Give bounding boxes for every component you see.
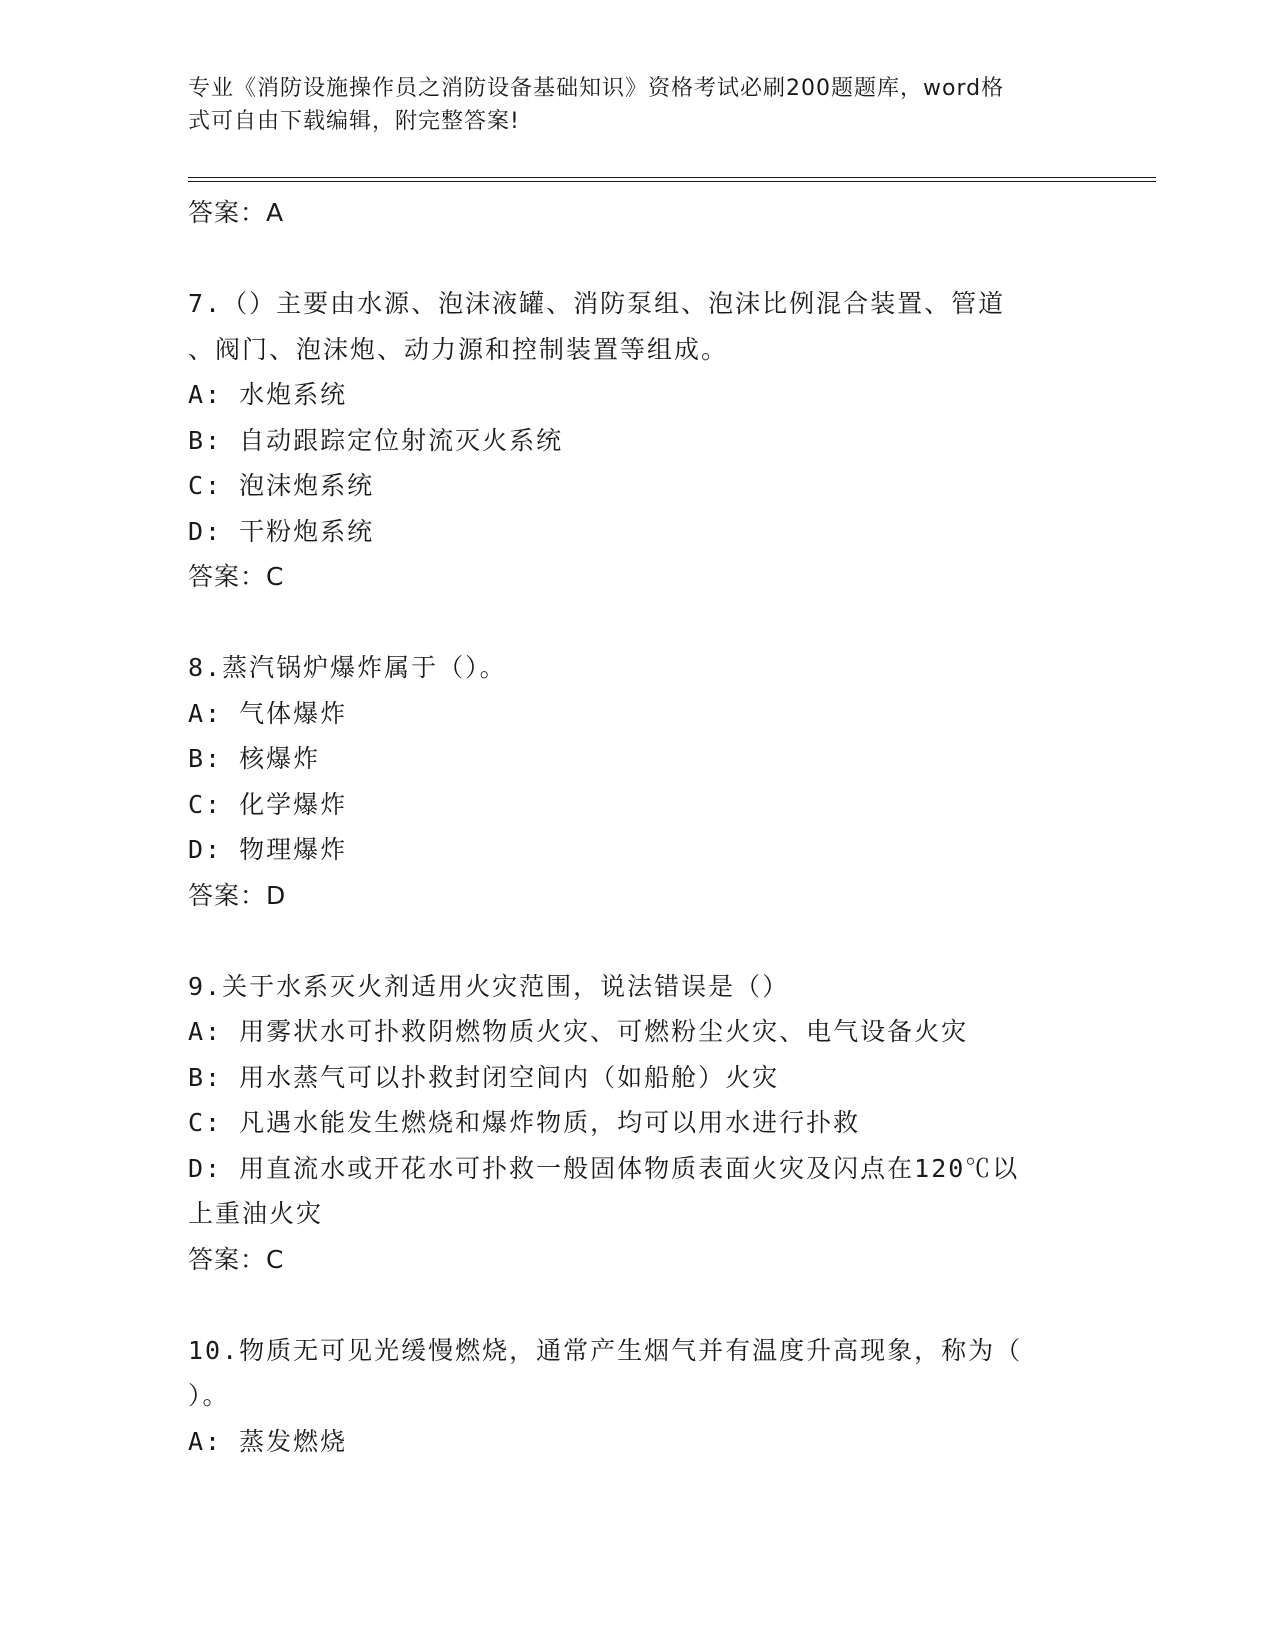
answer-line: 答案：D	[188, 880, 287, 910]
question-8	[188, 645, 1068, 918]
header-divider-bottom	[188, 181, 1156, 182]
spacer	[188, 1282, 1068, 1328]
question-stem: 、阀门、泡沫炮、动力源和控制装置等组成。	[188, 334, 729, 364]
question-7	[188, 281, 1068, 600]
option-d: D: 干粉炮系统	[188, 516, 375, 546]
spacer	[188, 600, 1068, 646]
document-header	[188, 72, 1068, 138]
option-a: A: 气体爆炸	[188, 698, 348, 728]
option-a: A: 蒸发燃烧	[188, 1426, 348, 1456]
answer-line: 答案：A	[188, 198, 285, 227]
header-line-1: 专业《消防设施操作员之消防设备基础知识》资格考试必刷200题题库，word格	[188, 76, 1005, 101]
option-c: C: 凡遇水能发生燃烧和爆炸物质，均可以用水进行扑救	[188, 1108, 861, 1137]
question-9	[188, 964, 1068, 1283]
option-b: B: 核爆炸	[188, 744, 321, 773]
question-content	[188, 190, 1068, 1464]
option-b: B: 用水蒸气可以扑救封闭空间内（如船舱）火灾	[188, 1062, 780, 1092]
question-stem: 10.物质无可见光缓慢燃烧，通常产生烟气并有温度升高现象，称为（	[188, 1335, 1023, 1365]
option-c: C: 泡沫炮系统	[188, 471, 375, 500]
question-stem: 7.（）主要由水源、泡沫液罐、消防泵组、泡沫比例混合装置、管道	[188, 289, 1006, 318]
answer-line: 答案：C	[188, 562, 285, 591]
option-d-continued: 上重油火灾	[188, 1199, 324, 1228]
question-stem: 8.蒸汽锅炉爆炸属于（）。	[188, 653, 507, 682]
header-divider-top	[188, 177, 1156, 178]
spacer	[188, 236, 1068, 282]
question-stem: 9.关于水系灭火剂适用火灾范围，说法错误是（）	[188, 971, 790, 1001]
option-c: C: 化学爆炸	[188, 789, 348, 819]
header-line-2: 式可自由下载编辑，附完整答案!	[188, 109, 520, 134]
option-d: D: 物理爆炸	[188, 835, 348, 864]
question-stem: ）。	[188, 1381, 230, 1410]
question-10	[188, 1328, 1068, 1465]
option-b: B: 自动跟踪定位射流灭火系统	[188, 425, 564, 455]
spacer	[188, 918, 1068, 964]
option-d: D: 用直流水或开花水可扑救一般固体物质表面火灾及闪点在120℃以	[188, 1153, 1020, 1183]
option-a: A: 水炮系统	[188, 380, 348, 409]
answer-line: 答案：C	[188, 1244, 285, 1274]
option-a: A: 用雾状水可扑救阴燃物质火灾、可燃粉尘火灾、电气设备火灾	[188, 1017, 969, 1046]
